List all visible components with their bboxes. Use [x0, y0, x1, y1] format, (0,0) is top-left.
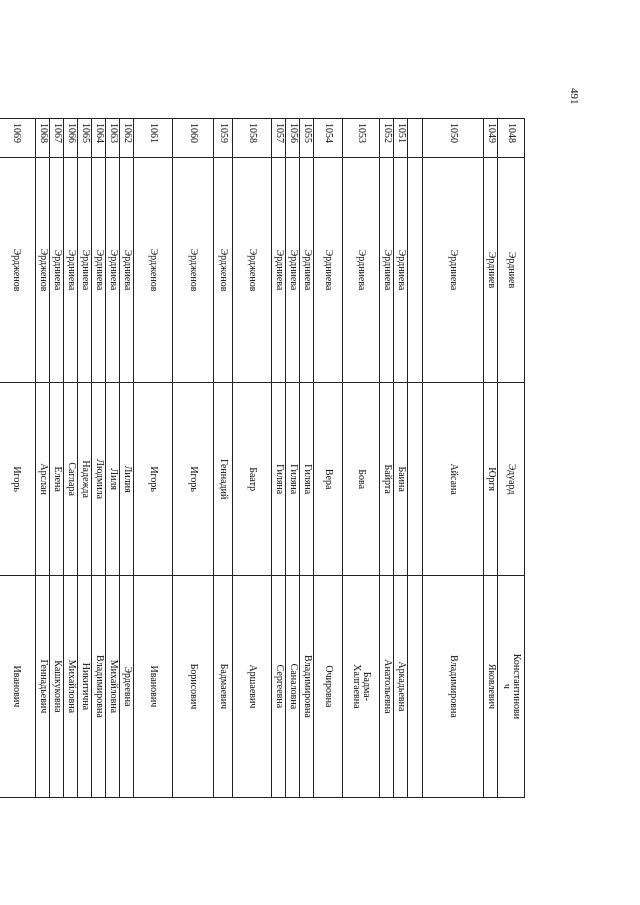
cell-name: Игорь: [173, 383, 214, 575]
cell-patronymic: Бадма- Халгаевна: [343, 575, 380, 797]
cell-surname: Эрдниева: [423, 157, 484, 383]
cell-num: [408, 119, 423, 158]
cell-name: Баатр: [233, 383, 272, 575]
cell-patronymic: Владимировна: [92, 575, 106, 797]
cell-patronymic: Кашкуковна: [50, 575, 64, 797]
cell-surname: Эрдженов: [233, 157, 272, 383]
cell-surname: Эрдниева: [394, 157, 408, 383]
cell-name: Геннадий: [214, 383, 233, 575]
cell-name: [408, 383, 423, 575]
table-row: [106, 119, 120, 798]
table-row: [314, 119, 343, 798]
cell-name: Людмила: [92, 383, 106, 575]
cell-surname: Эрдженов: [214, 157, 233, 383]
table-row: [233, 119, 272, 798]
cell-surname: Эрдниев: [484, 157, 498, 383]
cell-surname: Эрдниева: [78, 157, 92, 383]
table-row: [214, 119, 233, 798]
cell-patronymic: Михайловна: [64, 575, 78, 797]
cell-name: Юргя: [484, 383, 498, 575]
cell-patronymic: Анатольевна: [380, 575, 394, 797]
cell-surname: Эрдженов: [0, 157, 36, 383]
cell-name: Лиля: [106, 383, 120, 575]
cell-surname: Эрдниева: [106, 157, 120, 383]
cell-num: 1055: [300, 119, 314, 158]
table-row: [300, 119, 314, 798]
table-row: [120, 119, 134, 798]
cell-patronymic: Яковлевич: [484, 575, 498, 797]
rotated-table-wrapper: [11, 118, 525, 783]
table-row: [380, 119, 394, 798]
cell-patronymic: Геннадьевич: [36, 575, 50, 797]
cell-patronymic: Аршаевич: [233, 575, 272, 797]
cell-patronymic: Константинови ч: [498, 575, 525, 797]
table-row: [484, 119, 498, 798]
table-row: [498, 119, 525, 798]
cell-num: 1061: [134, 119, 173, 158]
cell-num: 1054: [314, 119, 343, 158]
table-row: [0, 119, 36, 798]
cell-surname: Эрдниева: [64, 157, 78, 383]
cell-patronymic: [408, 575, 423, 797]
table-row: [394, 119, 408, 798]
table-row: [50, 119, 64, 798]
cell-surname: Эрдниева: [92, 157, 106, 383]
cell-patronymic: Иванович: [0, 575, 36, 797]
cell-num: 1065: [78, 119, 92, 158]
cell-name: Байрта: [380, 383, 394, 575]
cell-num: 1068: [36, 119, 50, 158]
cell-patronymic: Очировна: [314, 575, 343, 797]
cell-name: Лилия: [120, 383, 134, 575]
cell-num: 1053: [343, 119, 380, 158]
cell-name: Баина: [394, 383, 408, 575]
cell-num: 1062: [120, 119, 134, 158]
cell-surname: Эрдниева: [380, 157, 394, 383]
cell-num: 1058: [233, 119, 272, 158]
cell-surname: [408, 157, 423, 383]
table-row: [92, 119, 106, 798]
table-row: [423, 119, 484, 798]
cell-surname: Эрдниева: [272, 157, 286, 383]
cell-name: Арслан: [36, 383, 50, 575]
cell-name: Гиляна: [272, 383, 286, 575]
cell-name: Елена: [50, 383, 64, 575]
cell-patronymic: Борисович: [173, 575, 214, 797]
registry-table: [0, 118, 525, 798]
cell-surname: Эрдниева: [50, 157, 64, 383]
cell-patronymic: Саналовна: [286, 575, 300, 797]
page-number: 491: [568, 88, 580, 105]
cell-patronymic: Никитична: [78, 575, 92, 797]
cell-num: 1063: [106, 119, 120, 158]
cell-surname: Эрдниева: [343, 157, 380, 383]
cell-name: Надежда: [78, 383, 92, 575]
registry-table-body: [0, 119, 525, 798]
cell-num: 1059: [214, 119, 233, 158]
cell-patronymic: Бадмаевич: [214, 575, 233, 797]
table-row: [286, 119, 300, 798]
cell-num: 1052: [380, 119, 394, 158]
cell-num: 1069: [0, 119, 36, 158]
cell-name: Игорь: [0, 383, 36, 575]
cell-patronymic: Владимировна: [423, 575, 484, 797]
cell-name: Эдуард: [498, 383, 525, 575]
cell-surname: Эрдниева: [120, 157, 134, 383]
cell-name: Гиляна: [300, 383, 314, 575]
cell-num: 1048: [498, 119, 525, 158]
cell-surname: Эрдженов: [173, 157, 214, 383]
table-row: [272, 119, 286, 798]
cell-patronymic: Владимировна: [300, 575, 314, 797]
cell-patronymic: Михайловна: [106, 575, 120, 797]
cell-patronymic: Аркадьевна: [394, 575, 408, 797]
cell-surname: Эрдниев: [498, 157, 525, 383]
table-row: [64, 119, 78, 798]
cell-num: 1064: [92, 119, 106, 158]
cell-name: Игорь: [134, 383, 173, 575]
cell-num: 1067: [50, 119, 64, 158]
cell-name: Гиляна: [286, 383, 300, 575]
table-row: [36, 119, 50, 798]
table-row: [343, 119, 380, 798]
cell-num: 1066: [64, 119, 78, 158]
cell-patronymic: Эрдеевна: [120, 575, 134, 797]
cell-patronymic: Сергеевна: [272, 575, 286, 797]
table-row: [134, 119, 173, 798]
cell-name: Вера: [314, 383, 343, 575]
cell-name: Бова: [343, 383, 380, 575]
table-row: [173, 119, 214, 798]
cell-num: 1050: [423, 119, 484, 158]
cell-num: 1057: [272, 119, 286, 158]
cell-patronymic: Иванович: [134, 575, 173, 797]
cell-surname: Эрдниева: [314, 157, 343, 383]
cell-num: 1056: [286, 119, 300, 158]
cell-surname: Эрдженов: [36, 157, 50, 383]
cell-surname: Эрдниева: [286, 157, 300, 383]
cell-name: Айсана: [423, 383, 484, 575]
table-row: [78, 119, 92, 798]
cell-name: Саглара: [64, 383, 78, 575]
cell-surname: Эрдженов: [134, 157, 173, 383]
cell-surname: Эрдниева: [300, 157, 314, 383]
table-row: [408, 119, 423, 798]
cell-num: 1060: [173, 119, 214, 158]
cell-num: 1051: [394, 119, 408, 158]
cell-num: 1049: [484, 119, 498, 158]
